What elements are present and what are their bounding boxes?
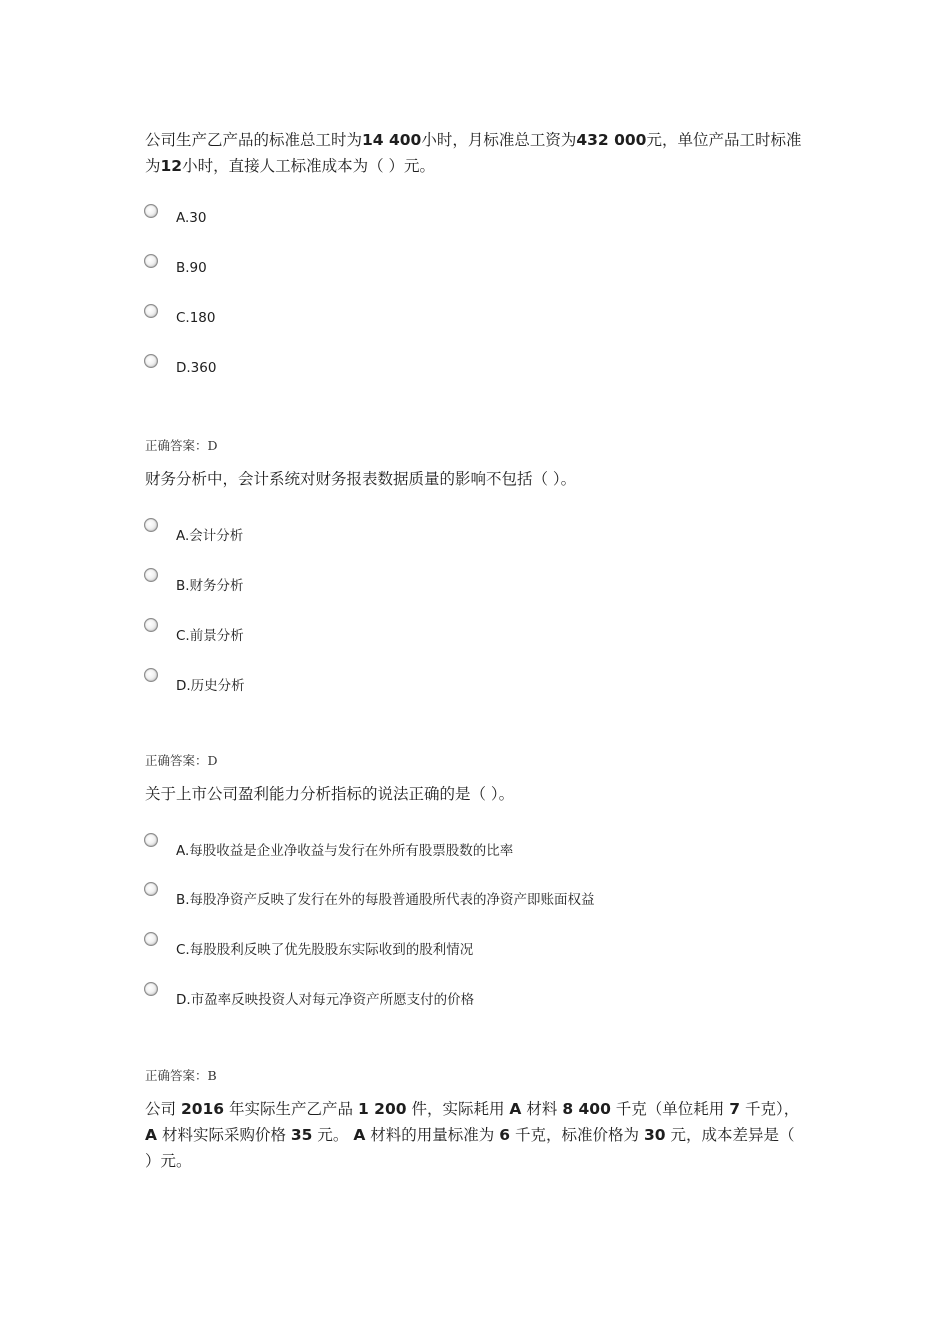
text-run: 年实际生产乙产品: [229, 1100, 354, 1118]
number-run: 7: [729, 1100, 741, 1118]
text-run: 件，实际耗用: [411, 1100, 505, 1118]
radio-button[interactable]: [144, 204, 158, 218]
radio-button[interactable]: [144, 354, 158, 368]
option-label: D.市盈率反映投资人对每元净资产所愿支付的价格: [176, 992, 475, 1008]
question-4-text: [145, 1096, 805, 1174]
radio-button[interactable]: [144, 882, 158, 896]
question-3-option-d[interactable]: [144, 982, 784, 1012]
question-2-option-c[interactable]: [144, 618, 784, 648]
question-1-option-a[interactable]: [144, 204, 784, 234]
text-run: 公司生产乙产品的标准总工时为: [145, 131, 363, 149]
number-run: A: [145, 1126, 157, 1144]
radio-button[interactable]: [144, 254, 158, 268]
radio-button[interactable]: [144, 568, 158, 582]
radio-button[interactable]: [144, 518, 158, 532]
radio-button[interactable]: [144, 618, 158, 632]
text-run: 元。: [317, 1126, 349, 1144]
question-2-option-d[interactable]: [144, 668, 784, 698]
text-run: 千克），: [744, 1100, 800, 1118]
number-run: 432 000: [576, 131, 647, 149]
number-run: 30: [643, 1126, 666, 1144]
option-label: D.360: [176, 360, 217, 376]
text-run: 材料: [526, 1100, 558, 1118]
text-run: 元，单位产品工时标准为: [145, 131, 802, 175]
text-run: 元，成本差异是（ ）元。: [145, 1126, 795, 1170]
option-label: C.前景分析: [176, 628, 244, 644]
question-1-option-c[interactable]: [144, 304, 784, 334]
option-label: B.90: [176, 260, 207, 276]
question-1-option-d[interactable]: [144, 354, 784, 384]
option-label: A.会计分析: [176, 528, 244, 544]
text-run: 公司: [145, 1100, 177, 1118]
number-run: 12: [160, 157, 183, 175]
number-run: 8 400: [562, 1100, 611, 1118]
question-3-text: 关于上市公司盈利能力分析指标的说法正确的是（ ）。: [145, 785, 515, 803]
number-run: 14 400: [362, 131, 422, 149]
text-run: 小时，月标准总工资为: [421, 131, 577, 149]
question-3-option-b[interactable]: [144, 882, 784, 912]
option-label: D.历史分析: [176, 678, 245, 694]
option-label: A.30: [176, 210, 207, 226]
number-run: 2016: [180, 1100, 225, 1118]
question-3-option-a[interactable]: [144, 833, 784, 863]
text-run: 材料的用量标准为: [370, 1126, 495, 1144]
text-run: 千克，标准价格为: [514, 1126, 639, 1144]
text-run: 材料实际采购价格: [161, 1126, 286, 1144]
radio-button[interactable]: [144, 304, 158, 318]
question-2-option-b[interactable]: [144, 568, 784, 598]
question-2-text: 财务分析中，会计系统对财务报表数据质量的影响不包括（ ）。: [145, 470, 577, 488]
radio-button[interactable]: [144, 982, 158, 996]
question-1-text: [145, 127, 805, 179]
question-1-answer: 正确答案：D: [145, 438, 218, 453]
question-3-answer: 正确答案：B: [145, 1068, 217, 1083]
number-run: 1 200: [357, 1100, 407, 1118]
number-run: A: [509, 1100, 522, 1118]
option-label: B.每股净资产反映了发行在外的每股普通股所代表的净资产即账面权益: [176, 892, 595, 908]
radio-button[interactable]: [144, 932, 158, 946]
option-label: B.财务分析: [176, 578, 244, 594]
text-run: 小时，直接人工标准成本为（ ）元。: [182, 157, 436, 175]
number-run: A: [353, 1126, 366, 1144]
option-label: C.180: [176, 310, 216, 326]
question-1-option-b[interactable]: [144, 254, 784, 284]
number-run: 35: [290, 1126, 313, 1144]
question-2-option-a[interactable]: [144, 518, 784, 548]
option-label: C.每股股利反映了优先股股东实际收到的股利情况: [176, 942, 474, 958]
radio-button[interactable]: [144, 668, 158, 682]
option-label: A.每股收益是企业净收益与发行在外所有股票股数的比率: [176, 843, 514, 859]
text-run: 千克（单位耗用: [615, 1100, 725, 1118]
question-2-answer: 正确答案：D: [145, 753, 218, 768]
radio-button[interactable]: [144, 833, 158, 847]
question-3-option-c[interactable]: [144, 932, 784, 962]
number-run: 6: [499, 1126, 511, 1144]
